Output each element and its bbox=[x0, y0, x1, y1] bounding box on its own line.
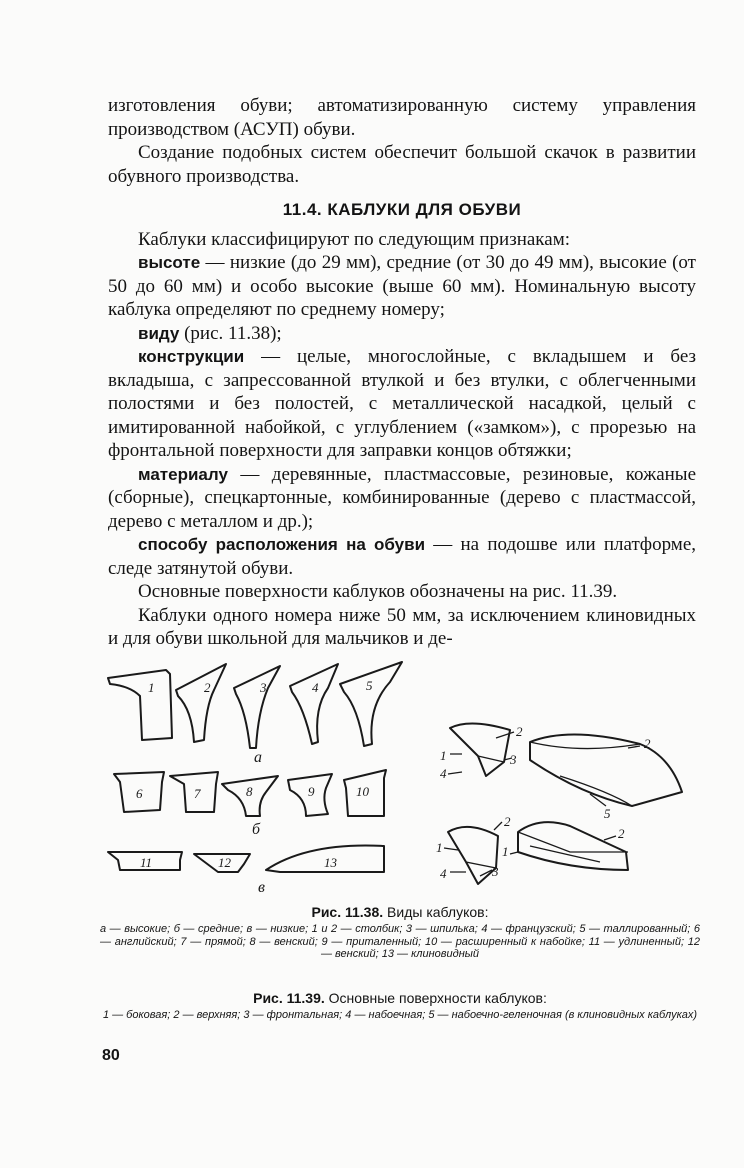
group-label: б bbox=[252, 821, 261, 838]
heel-number: 2 bbox=[204, 680, 211, 695]
paragraph: Каблуки классифицируют по следующим признакам: bbox=[138, 228, 570, 250]
heel-figures-svg bbox=[100, 656, 700, 908]
heel-number: 1 bbox=[148, 680, 155, 695]
heel-number: 13 bbox=[324, 855, 337, 870]
paragraph bbox=[108, 533, 696, 580]
surface-label: 4 bbox=[440, 766, 447, 781]
surface-label: 3 bbox=[492, 864, 499, 879]
heel-number: 5 bbox=[366, 678, 373, 693]
term: виду bbox=[138, 323, 180, 343]
figure-caption-11-39 bbox=[100, 990, 700, 1022]
heel-number: 10 bbox=[356, 784, 369, 799]
heel-5 bbox=[340, 662, 402, 746]
heel-number: 11 bbox=[140, 855, 153, 870]
paragraph bbox=[108, 251, 696, 322]
term: материалу bbox=[138, 464, 228, 484]
caption-name: Виды каблуков: bbox=[383, 904, 489, 920]
heel-number: 8 bbox=[246, 784, 253, 799]
surface-label: 1 bbox=[440, 748, 447, 763]
paragraph: Каблуки одного номера ниже 50 мм, за исключением клиновидных и для обуви школьной для мальчиков и де- bbox=[108, 604, 696, 649]
heel-1 bbox=[108, 670, 172, 740]
paragraph bbox=[108, 345, 696, 463]
fig38-group-c bbox=[108, 846, 384, 897]
surface-label: 5 bbox=[604, 806, 611, 821]
figures bbox=[100, 656, 700, 908]
heel-4 bbox=[290, 664, 338, 744]
term-text: — на подошве или платформе, следе затянутой обуви. bbox=[108, 534, 696, 579]
caption-number: Рис. 11.39. bbox=[253, 990, 325, 1006]
fig39-drawings bbox=[436, 723, 682, 884]
term: конструкции bbox=[138, 347, 245, 366]
wedge-edge bbox=[530, 742, 640, 806]
heel-3 bbox=[234, 666, 280, 748]
fig38-group-a bbox=[108, 662, 402, 766]
page-number: 80 bbox=[102, 1047, 120, 1064]
heel-number: 4 bbox=[312, 680, 319, 695]
surface-label: 3 bbox=[510, 752, 517, 767]
caption-title bbox=[100, 904, 700, 920]
wedge-surface-drawing bbox=[530, 734, 682, 806]
caption-legend: а — высокие; б — средние; в — низкие; 1 и 2 — столбик; 3 — шпилька; 4 — французский; 5 — таллированный; 6 — английский; 7 — прямой; 8 — венский; 9 — приталенный; 10 — расширенный к набойке; 11 — удлиненный; 12 — венский; 13 — клиновидный bbox=[100, 923, 700, 960]
caption-name: Основные поверхности каблуков: bbox=[324, 990, 547, 1006]
heel-number: 6 bbox=[136, 786, 143, 801]
caption-legend: 1 — боковая; 2 — верхняя; 3 — фронтальная; 4 — набоечная; 5 — набоечно-геленочная (в клиновидных каблуках) bbox=[102, 1009, 698, 1021]
surface-label: 1 bbox=[436, 840, 443, 855]
figure-caption-11-38 bbox=[100, 904, 700, 961]
fig38-group-b bbox=[114, 770, 386, 838]
section-heading: 11.4. КАБЛУКИ ДЛЯ ОБУВИ bbox=[282, 200, 522, 219]
surface-label: 1 bbox=[502, 844, 509, 859]
surface-label: 2 bbox=[618, 826, 625, 841]
leader-lines bbox=[444, 732, 640, 876]
surface-label: 2 bbox=[644, 736, 651, 751]
term-text: (рис. 11.38); bbox=[179, 322, 282, 344]
heel-number: 7 bbox=[194, 786, 201, 801]
surface-label: 2 bbox=[516, 724, 523, 739]
heel-number: 12 bbox=[218, 855, 231, 870]
caption-number: Рис. 11.38. bbox=[311, 904, 384, 920]
paragraph: Создание подобных систем обеспечит большой скачок в развитии обувного производства. bbox=[108, 142, 696, 187]
surface-label: 4 bbox=[440, 866, 447, 881]
paragraph: Основные поверхности каблуков обозначены на рис. 11.39. bbox=[138, 581, 618, 602]
heel-number: 9 bbox=[308, 784, 315, 799]
surface-label: 2 bbox=[504, 814, 511, 829]
group-label: в bbox=[258, 879, 265, 896]
heel-surface-drawing bbox=[450, 723, 510, 776]
caption-title bbox=[100, 990, 700, 1006]
group-label: а bbox=[254, 749, 262, 766]
heel-surface-drawing bbox=[448, 827, 498, 884]
heel-number: 3 bbox=[260, 680, 267, 695]
term: способу расположения на обуви bbox=[138, 535, 426, 554]
paragraph bbox=[108, 463, 696, 534]
heel-2 bbox=[176, 664, 226, 742]
term: высоте bbox=[138, 253, 201, 272]
wedge-surface-drawing bbox=[518, 822, 628, 870]
paragraph bbox=[108, 322, 696, 346]
term-text: — низкие (до 29 мм), средние (от 30 до 49 мм), высокие (от 50 до 60 мм) и особо высокие (выше 60 мм). Номинальную высоту каблука определяют по среднему номеру; bbox=[108, 252, 696, 320]
term-text: — деревянные, пластмассовые, резиновые, кожаные (сборные), спецкартонные, комбинированные (дерево с пластмассой, дерево с металлом и др.); bbox=[108, 463, 696, 532]
heel-edge bbox=[450, 728, 504, 762]
body-text bbox=[108, 94, 696, 651]
term-text: — целые, многослойные, с вкладышем и без вкладыша, с запрессованной втулкой и без втулки, с облегченными полостями и без полостей, с металлической насадкой, целый с имитированной набойкой, с углублением («замком»), с прорезью на фронтальной поверхности для заправки концов обтяжки; bbox=[108, 346, 696, 461]
paragraph: изготовления обуви; автоматизированную систему управления производством (АСУП) обуви. bbox=[108, 95, 696, 140]
